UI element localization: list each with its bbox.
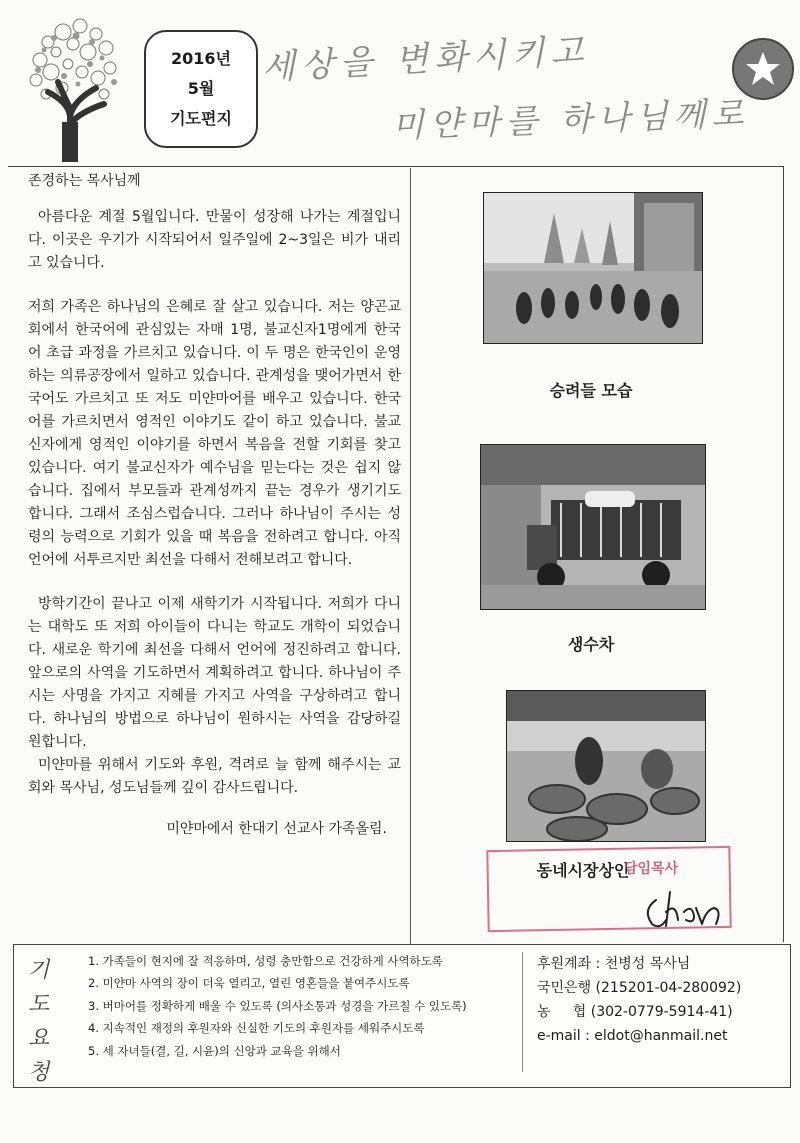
monks-image — [484, 193, 702, 343]
photo-truck — [480, 444, 706, 610]
tree-icon — [18, 12, 128, 162]
contact-email: e-mail : eldot@hanmail.net — [537, 1028, 728, 1044]
star-emblem — [732, 38, 794, 100]
prayer-item: 1. 가족들이 현지에 잘 적응하며, 성령 충만함으로 건강하게 사역하도록 — [88, 954, 443, 968]
handwritten-signature — [636, 880, 746, 940]
tree-logo — [18, 12, 128, 162]
date-year: 2016년 — [171, 49, 231, 68]
prayer-request-list — [88, 950, 518, 1062]
letter-paragraph-2: 저희 가족은 하나님의 은혜로 잘 살고 있습니다. 저는 양곤교회에서 한국어에 관심있는 자매 1명, 불교신자1명에게 한국어 초급 과정을 가르치고 있습니다. 이 두 명은 한국인이 운영하는 의류공장에서 일하고 있습니다. 관계성을 맺어가면서 한국어도 가르치고 또 저도 미얀마어를 배우고 있습니다. 한국어를 가르치면서 영적인 이야기도 같이 하고 있습니다. 불교 신자에게 영적인 이야기를 하면서 복음을 전할 기회를 찾고 있습니다. 여기 불교신자가 예수님을 믿는다는 것은 쉽지 않습니다. 집에서 부모들과 관계성까지 끝는 경우가 생기기도 합니다. 그래서 조심스럽습니다. 그러나 하나님이 주시는 성령의 능력으로 기회가 있을 때 복음을 전하려고 합니다. 아직 언어에 서투르지만 최선을 다해서 전해보려고 합니다. — [28, 299, 401, 568]
stamp-text: 담임목사 — [624, 861, 679, 877]
photo-monks — [483, 192, 703, 344]
donation-account-info — [522, 952, 770, 1072]
title-line-2: 미얀마를 하나님께로 — [391, 93, 750, 145]
prayer-item: 2. 미얀마 사역의 장이 더욱 열리고, 열린 영혼들을 붙여주시도록 — [88, 976, 410, 991]
prayer-label-bottom: 요청 — [28, 1026, 58, 1085]
prayer-label-top: 기도 — [28, 958, 58, 1017]
market-image — [507, 691, 705, 841]
header-divider — [8, 166, 783, 167]
account-kookmin: 국민은행 (215201-04-280092) — [537, 980, 742, 996]
caption-market: 동네시장상인 — [536, 861, 630, 880]
account-holder: 후원계좌 : 천병성 목사님 — [537, 956, 691, 972]
letter-body — [28, 170, 401, 841]
column-divider — [410, 168, 411, 946]
letter-greeting: 존경하는 목사님께 — [28, 173, 141, 189]
prayer-request-label — [28, 954, 84, 1085]
date-month: 5월 — [187, 79, 215, 98]
prayer-item: 3. 버마어를 정확하게 배울 수 있도록 (의사소통과 성경을 가르칠 수 있도록) — [88, 998, 467, 1013]
truck-image — [481, 445, 705, 609]
account-nonghyup: 농 협 (302-0779-5914-41) — [537, 1004, 733, 1020]
caption-truck: 생수차 — [567, 635, 615, 654]
prayer-item: 5. 세 자녀들(결, 길, 시윤)의 신앙과 교육을 위해서 — [88, 1043, 341, 1058]
date-label: 기도편지 — [170, 109, 232, 128]
prayer-item: 4. 지속적인 재정의 후원자와 신실한 기도의 후원자를 세워주시도록 — [88, 1021, 425, 1036]
star-icon — [743, 49, 783, 89]
date-box — [144, 30, 258, 148]
right-frame-line — [783, 166, 784, 942]
letter-signature: 미얀마에서 한대기 선교사 가족올림. — [166, 821, 387, 837]
caption-monks: 승려들 모습 — [549, 381, 633, 400]
letter-paragraph-1: 아름다운 계절 5월입니다. 만물이 성장해 나가는 계절입니다. 이곳은 우기가 시작되어서 일주일에 2~3일은 비가 내리고 있습니다. — [28, 209, 401, 271]
letter-paragraph-4: 미얀마를 위해서 기도와 후원, 격려로 늘 함께 해주시는 교회와 목사님, 성도님들께 깊이 감사드립니다. — [28, 757, 401, 796]
letter-paragraph-3: 방학기간이 끝나고 이제 새학기가 시작됩니다. 저희가 다니는 대학도 또 저희 아이들이 다니는 학교도 개학이 되었습니다. 새로운 학기에 최선을 다해서 언어에 정진하려고 합니다. 앞으로의 사역을 기도하면서 계획하려고 합니다. 하나님이 주시는 사명을 가지고 지혜를 가지고 사역을 구상하려고 합니다. 하나님의 방법으로 하나님이 원하시는 사역을 감당하길 원합니다. — [28, 596, 401, 750]
title-line-1: 세상을 변화시키고 — [261, 30, 591, 88]
photo-market — [506, 690, 706, 842]
